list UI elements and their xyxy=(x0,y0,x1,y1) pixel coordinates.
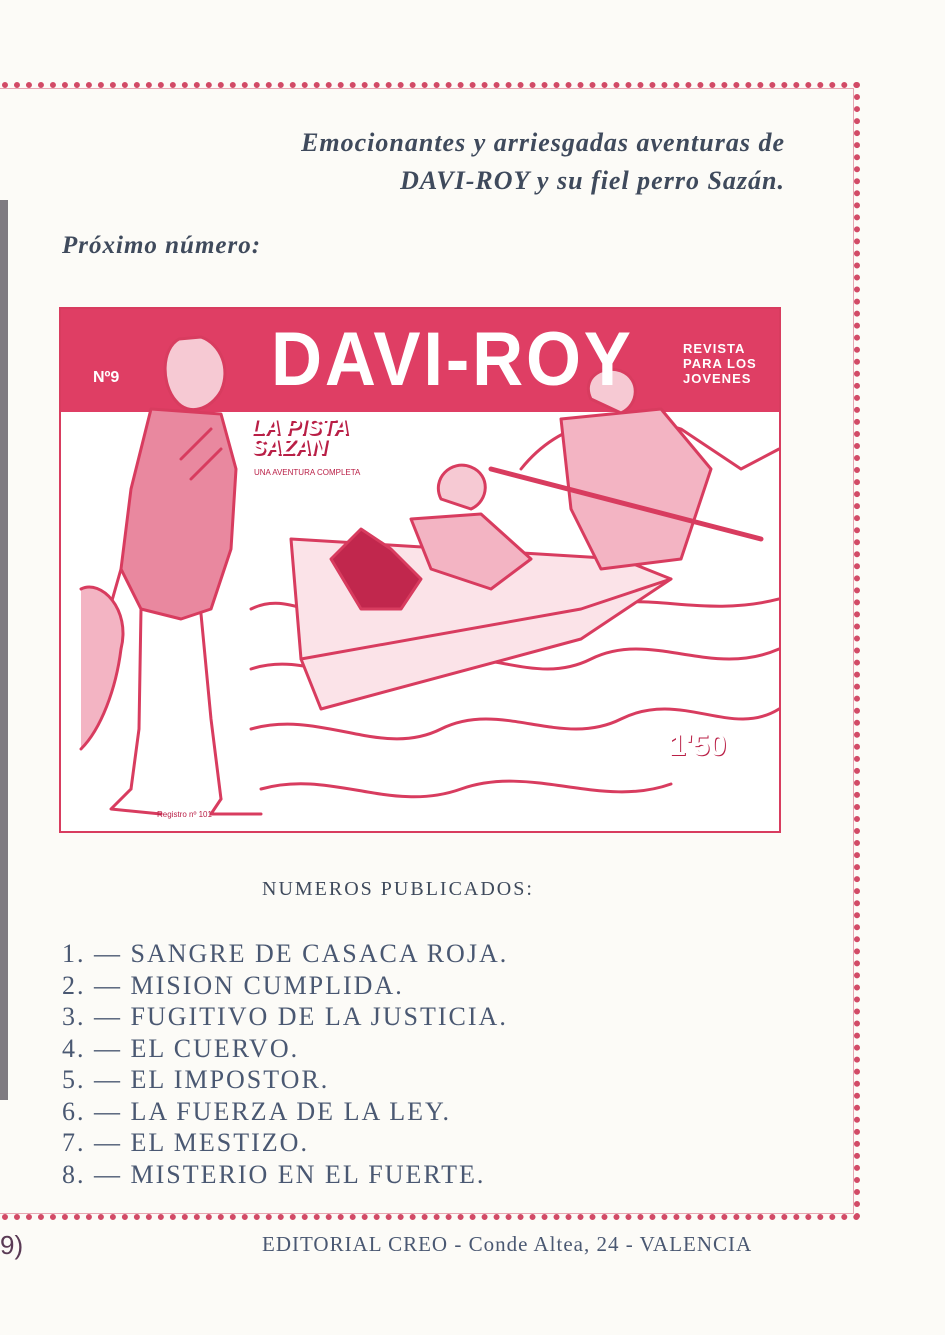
list-item: 6. — LA FUERZA DE LA LEY. xyxy=(62,1096,451,1126)
list-item: 7. — EL MESTIZO. xyxy=(62,1128,309,1157)
tagline-line-3: JOVENES xyxy=(683,371,752,386)
cover-story-title xyxy=(251,414,349,459)
list-item: 8. — MISTERIO EN EL FUERTE. xyxy=(62,1159,486,1189)
publisher-footer: EDITORIAL CREO - Conde Altea, 24 - VALENCIA xyxy=(262,1232,753,1256)
list-item: 5. — EL IMPOSTOR. xyxy=(62,1065,330,1094)
next-issue-label: Próximo número: xyxy=(62,232,262,259)
list-item: 1. — SANGRE DE CASACA ROJA. xyxy=(62,939,509,968)
cover-issue-number: Nº9 xyxy=(93,369,120,386)
cover-tagline xyxy=(683,341,757,386)
list-item: 3. — FUGITIVO DE LA JUSTICIA. xyxy=(62,1002,508,1031)
list-item: 2. — MISION CUMPLIDA. xyxy=(62,970,404,1000)
cover-story-subtitle: UNA AVENTURA COMPLETA xyxy=(251,467,363,478)
story-title-line-2: SAZAN xyxy=(251,434,327,459)
tagline-line-1: REVISTA xyxy=(683,341,746,356)
list-item: 4. — EL CUERVO. xyxy=(62,1033,300,1063)
story-title-line-1: LA PISTA xyxy=(251,414,349,439)
intro-text xyxy=(145,124,785,200)
cover-title: DAVI-ROY xyxy=(271,317,634,402)
tagline-line-2: PARA LOS xyxy=(683,356,757,371)
intro-line-2: DAVI-ROY y su fiel perro Sazán. xyxy=(400,166,785,195)
cover-registration: Registro nº 101 xyxy=(157,810,212,819)
next-issue-cover xyxy=(59,307,781,833)
published-issues-list xyxy=(62,938,508,1190)
cover-price: 1'50 xyxy=(669,729,727,762)
cover-price-unit: PTAS. xyxy=(679,767,708,778)
page-number: 9) xyxy=(0,1230,24,1260)
published-heading: NUMEROS PUBLICADOS: xyxy=(262,878,534,900)
intro-line-1: Emocionantes y arriesgadas aventuras de xyxy=(301,128,785,157)
